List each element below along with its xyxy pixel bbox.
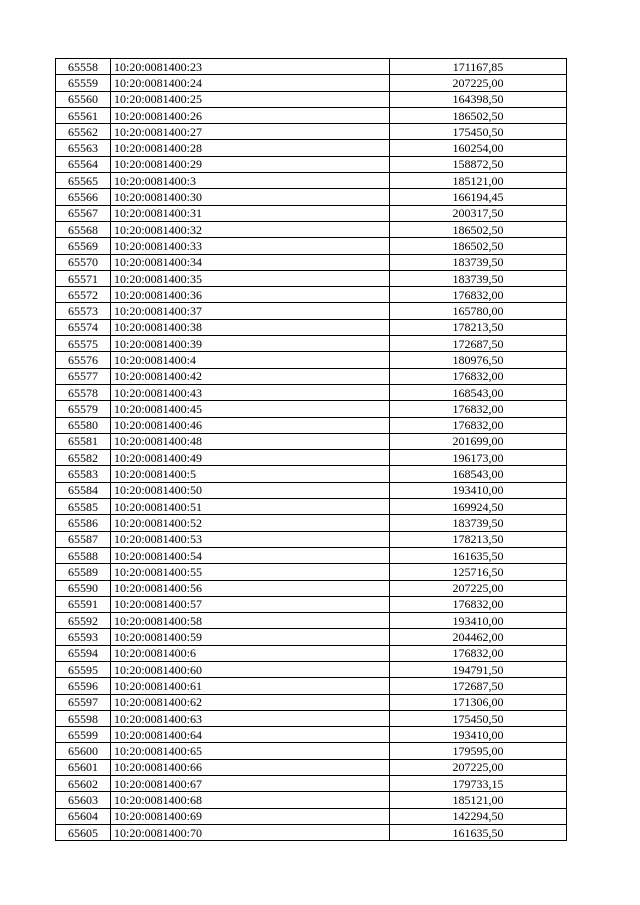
cadastral-number-cell: 10:20:0081400:23 [111, 59, 390, 75]
table-row [56, 221, 567, 237]
cadastral-number-cell: 10:20:0081400:3 [111, 173, 390, 189]
cadastral-number-cell: 10:20:0081400:56 [111, 580, 390, 596]
table-row [56, 596, 567, 612]
value-cell: 164398,50 [390, 91, 567, 107]
table-row [56, 515, 567, 531]
table-row [56, 450, 567, 466]
table-row [56, 401, 567, 417]
value-cell: 186502,50 [390, 238, 567, 254]
value-cell: 193410,00 [390, 613, 567, 629]
table-row [56, 694, 567, 710]
table-row [56, 645, 567, 661]
table-row [56, 156, 567, 172]
table-row [56, 352, 567, 368]
row-number-cell: 65580 [56, 417, 111, 433]
cadastral-number-cell: 10:20:0081400:64 [111, 727, 390, 743]
table-row [56, 466, 567, 482]
table-row [56, 140, 567, 156]
value-cell: 183739,50 [390, 254, 567, 270]
data-table [55, 58, 567, 841]
value-cell: 171306,00 [390, 694, 567, 710]
value-cell: 186502,50 [390, 221, 567, 237]
row-number-cell: 65604 [56, 808, 111, 824]
table-row [56, 613, 567, 629]
row-number-cell: 65588 [56, 547, 111, 563]
row-number-cell: 65589 [56, 564, 111, 580]
value-cell: 142294,50 [390, 808, 567, 824]
table-row [56, 661, 567, 677]
value-cell: 186502,50 [390, 107, 567, 123]
cadastral-number-cell: 10:20:0081400:29 [111, 156, 390, 172]
row-number-cell: 65585 [56, 499, 111, 515]
row-number-cell: 65594 [56, 645, 111, 661]
cadastral-number-cell: 10:20:0081400:34 [111, 254, 390, 270]
cadastral-number-cell: 10:20:0081400:43 [111, 384, 390, 400]
value-cell: 171167,85 [390, 59, 567, 75]
cadastral-number-cell: 10:20:0081400:49 [111, 450, 390, 466]
value-cell: 179595,00 [390, 743, 567, 759]
row-number-cell: 65586 [56, 515, 111, 531]
cadastral-number-cell: 10:20:0081400:70 [111, 824, 390, 840]
row-number-cell: 65592 [56, 613, 111, 629]
row-number-cell: 65583 [56, 466, 111, 482]
value-cell: 169924,50 [390, 499, 567, 515]
value-cell: 180976,50 [390, 352, 567, 368]
cadastral-number-cell: 10:20:0081400:53 [111, 531, 390, 547]
row-number-cell: 65582 [56, 450, 111, 466]
value-cell: 172687,50 [390, 336, 567, 352]
value-cell: 193410,00 [390, 727, 567, 743]
cadastral-number-cell: 10:20:0081400:5 [111, 466, 390, 482]
cadastral-number-cell: 10:20:0081400:51 [111, 499, 390, 515]
row-number-cell: 65575 [56, 336, 111, 352]
table-row [56, 205, 567, 221]
row-number-cell: 65600 [56, 743, 111, 759]
cadastral-number-cell: 10:20:0081400:39 [111, 336, 390, 352]
table-row [56, 107, 567, 123]
row-number-cell: 65563 [56, 140, 111, 156]
table-row [56, 287, 567, 303]
row-number-cell: 65568 [56, 221, 111, 237]
value-cell: 201699,00 [390, 433, 567, 449]
cadastral-number-cell: 10:20:0081400:50 [111, 482, 390, 498]
row-number-cell: 65603 [56, 792, 111, 808]
table-row [56, 75, 567, 91]
value-cell: 193410,00 [390, 482, 567, 498]
value-cell: 176832,00 [390, 596, 567, 612]
value-cell: 185121,00 [390, 173, 567, 189]
row-number-cell: 65561 [56, 107, 111, 123]
row-number-cell: 65558 [56, 59, 111, 75]
value-cell: 165780,00 [390, 303, 567, 319]
value-cell: 161635,50 [390, 547, 567, 563]
value-cell: 207225,00 [390, 75, 567, 91]
row-number-cell: 65591 [56, 596, 111, 612]
table-row [56, 547, 567, 563]
row-number-cell: 65576 [56, 352, 111, 368]
cadastral-number-cell: 10:20:0081400:32 [111, 221, 390, 237]
value-cell: 176832,00 [390, 401, 567, 417]
value-cell: 178213,50 [390, 531, 567, 547]
row-number-cell: 65601 [56, 759, 111, 775]
table-row [56, 319, 567, 335]
row-number-cell: 65572 [56, 287, 111, 303]
cadastral-number-cell: 10:20:0081400:37 [111, 303, 390, 319]
value-cell: 178213,50 [390, 319, 567, 335]
row-number-cell: 65560 [56, 91, 111, 107]
row-number-cell: 65597 [56, 694, 111, 710]
table-row [56, 368, 567, 384]
row-number-cell: 65587 [56, 531, 111, 547]
row-number-cell: 65602 [56, 776, 111, 792]
row-number-cell: 65574 [56, 319, 111, 335]
cadastral-number-cell: 10:20:0081400:35 [111, 270, 390, 286]
table-row [56, 59, 567, 75]
value-cell: 176832,00 [390, 645, 567, 661]
value-cell: 176832,00 [390, 287, 567, 303]
cadastral-number-cell: 10:20:0081400:60 [111, 661, 390, 677]
row-number-cell: 65579 [56, 401, 111, 417]
cadastral-number-cell: 10:20:0081400:6 [111, 645, 390, 661]
row-number-cell: 65598 [56, 710, 111, 726]
cadastral-number-cell: 10:20:0081400:68 [111, 792, 390, 808]
row-number-cell: 65559 [56, 75, 111, 91]
table-row [56, 776, 567, 792]
value-cell: 158872,50 [390, 156, 567, 172]
value-cell: 175450,50 [390, 124, 567, 140]
cadastral-number-cell: 10:20:0081400:31 [111, 205, 390, 221]
value-cell: 194791,50 [390, 661, 567, 677]
row-number-cell: 65593 [56, 629, 111, 645]
row-number-cell: 65605 [56, 824, 111, 840]
cadastral-number-cell: 10:20:0081400:38 [111, 319, 390, 335]
cadastral-number-cell: 10:20:0081400:59 [111, 629, 390, 645]
row-number-cell: 65573 [56, 303, 111, 319]
cadastral-number-cell: 10:20:0081400:48 [111, 433, 390, 449]
cadastral-number-cell: 10:20:0081400:42 [111, 368, 390, 384]
value-cell: 207225,00 [390, 759, 567, 775]
value-cell: 160254,00 [390, 140, 567, 156]
cadastral-number-cell: 10:20:0081400:62 [111, 694, 390, 710]
cadastral-number-cell: 10:20:0081400:4 [111, 352, 390, 368]
cadastral-number-cell: 10:20:0081400:61 [111, 678, 390, 694]
table-row [56, 808, 567, 824]
cadastral-number-cell: 10:20:0081400:63 [111, 710, 390, 726]
row-number-cell: 65562 [56, 124, 111, 140]
row-number-cell: 65566 [56, 189, 111, 205]
value-cell: 207225,00 [390, 580, 567, 596]
row-number-cell: 65567 [56, 205, 111, 221]
cadastral-number-cell: 10:20:0081400:25 [111, 91, 390, 107]
table-row [56, 384, 567, 400]
cadastral-number-cell: 10:20:0081400:57 [111, 596, 390, 612]
cadastral-number-cell: 10:20:0081400:27 [111, 124, 390, 140]
table-row [56, 270, 567, 286]
row-number-cell: 65564 [56, 156, 111, 172]
cadastral-number-cell: 10:20:0081400:28 [111, 140, 390, 156]
row-number-cell: 65578 [56, 384, 111, 400]
row-number-cell: 65595 [56, 661, 111, 677]
row-number-cell: 65599 [56, 727, 111, 743]
cadastral-number-cell: 10:20:0081400:36 [111, 287, 390, 303]
cadastral-number-cell: 10:20:0081400:33 [111, 238, 390, 254]
table-row [56, 433, 567, 449]
row-number-cell: 65584 [56, 482, 111, 498]
table-row [56, 173, 567, 189]
cadastral-number-cell: 10:20:0081400:67 [111, 776, 390, 792]
value-cell: 183739,50 [390, 515, 567, 531]
value-cell: 125716,50 [390, 564, 567, 580]
table-row [56, 580, 567, 596]
table-body [56, 59, 567, 841]
table-row [56, 531, 567, 547]
table-row [56, 678, 567, 694]
cadastral-number-cell: 10:20:0081400:69 [111, 808, 390, 824]
cadastral-number-cell: 10:20:0081400:58 [111, 613, 390, 629]
table-row [56, 710, 567, 726]
value-cell: 204462,00 [390, 629, 567, 645]
table-row [56, 91, 567, 107]
table-row [56, 499, 567, 515]
table-row [56, 238, 567, 254]
cadastral-number-cell: 10:20:0081400:46 [111, 417, 390, 433]
value-cell: 179733,15 [390, 776, 567, 792]
table-row [56, 336, 567, 352]
row-number-cell: 65590 [56, 580, 111, 596]
value-cell: 172687,50 [390, 678, 567, 694]
value-cell: 196173,00 [390, 450, 567, 466]
table-row [56, 124, 567, 140]
table-row [56, 759, 567, 775]
value-cell: 176832,00 [390, 368, 567, 384]
value-cell: 161635,50 [390, 824, 567, 840]
cadastral-number-cell: 10:20:0081400:66 [111, 759, 390, 775]
cadastral-number-cell: 10:20:0081400:54 [111, 547, 390, 563]
row-number-cell: 65596 [56, 678, 111, 694]
table-row [56, 417, 567, 433]
value-cell: 175450,50 [390, 710, 567, 726]
value-cell: 200317,50 [390, 205, 567, 221]
table-row [56, 564, 567, 580]
value-cell: 168543,00 [390, 384, 567, 400]
value-cell: 176832,00 [390, 417, 567, 433]
row-number-cell: 65569 [56, 238, 111, 254]
cadastral-number-cell: 10:20:0081400:24 [111, 75, 390, 91]
value-cell: 168543,00 [390, 466, 567, 482]
cadastral-number-cell: 10:20:0081400:65 [111, 743, 390, 759]
cadastral-number-cell: 10:20:0081400:52 [111, 515, 390, 531]
cadastral-number-cell: 10:20:0081400:30 [111, 189, 390, 205]
table-row [56, 254, 567, 270]
value-cell: 166194,45 [390, 189, 567, 205]
table-row [56, 824, 567, 840]
value-cell: 183739,50 [390, 270, 567, 286]
cadastral-number-cell: 10:20:0081400:55 [111, 564, 390, 580]
table-row [56, 792, 567, 808]
row-number-cell: 65581 [56, 433, 111, 449]
cadastral-number-cell: 10:20:0081400:26 [111, 107, 390, 123]
table-row [56, 727, 567, 743]
table-row [56, 629, 567, 645]
table-row [56, 303, 567, 319]
row-number-cell: 65570 [56, 254, 111, 270]
cadastral-number-cell: 10:20:0081400:45 [111, 401, 390, 417]
table-row [56, 189, 567, 205]
row-number-cell: 65571 [56, 270, 111, 286]
table-row [56, 482, 567, 498]
value-cell: 185121,00 [390, 792, 567, 808]
row-number-cell: 65565 [56, 173, 111, 189]
table-row [56, 743, 567, 759]
row-number-cell: 65577 [56, 368, 111, 384]
